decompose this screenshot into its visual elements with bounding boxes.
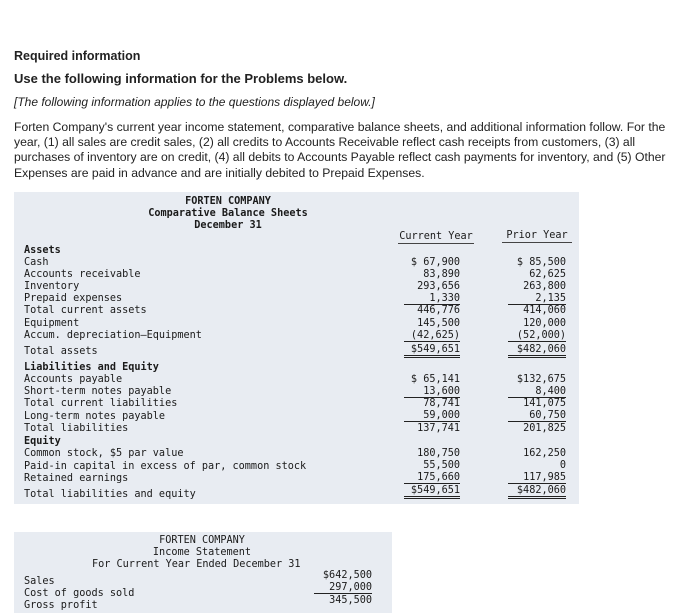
is-title: Income Statement bbox=[152, 547, 252, 558]
prior-long-term-notes: 60,750 bbox=[508, 410, 566, 422]
row-label-accum-depreciation: Accum. depreciation—Equipment bbox=[24, 330, 202, 341]
row-label-total-liabilities-equity: Total liabilities and equity bbox=[24, 489, 196, 500]
prior-cash: $ 85,500 bbox=[516, 257, 566, 268]
prior-common-stock: 162,250 bbox=[523, 448, 566, 459]
row-label-common-stock: Common stock, $5 par value bbox=[24, 448, 184, 459]
is-label-gross-profit: Gross profit bbox=[24, 600, 98, 611]
row-label-prepaid-expenses: Prepaid expenses bbox=[24, 293, 123, 304]
is-amount-gross-profit: 345,500 bbox=[329, 595, 372, 606]
row-label-accounts-receivable: Accounts receivable bbox=[24, 269, 141, 280]
is-label-cost-of-goods-sold: Cost of goods sold bbox=[24, 588, 135, 599]
current-total-current-assets: 446,776 bbox=[417, 305, 460, 316]
prior-accounts-payable: $132,675 bbox=[516, 374, 566, 385]
is-amount-cost-of-goods-sold: 297,000 bbox=[314, 582, 372, 594]
info-note: [The following information applies to the questions displayed below.] bbox=[14, 95, 375, 109]
current-accum-depreciation: (42,625) bbox=[404, 330, 460, 342]
balance-sheet-panel bbox=[14, 192, 579, 504]
row-label-short-term-notes: Short-term notes payable bbox=[24, 386, 172, 397]
is-amount-sales: $642,500 bbox=[322, 570, 372, 581]
current-accounts-payable: $ 65,141 bbox=[410, 374, 460, 385]
current-total-liabilities-equity: $549,651 bbox=[404, 485, 460, 499]
is-label-sales: Sales bbox=[24, 576, 55, 587]
current-equipment: 145,500 bbox=[417, 318, 460, 329]
assets-heading: Assets bbox=[24, 245, 61, 256]
row-label-cash: Cash bbox=[24, 257, 49, 268]
intro-paragraph: Forten Company's current year income statement, comparative balance sheets, and additional information follow. For the year, (1) all sales are credit sales, (2) all credits to Accounts Receivable reflect cash receipts from customers, (3) all purchases of inventory are on credit, (4) all debits to Accounts Payable reflect cash payments for inventory, and (5) Other Expenses are paid in advance and are initially debited to Prepaid Expenses. bbox=[14, 120, 666, 180]
income-statement-panel bbox=[14, 532, 392, 613]
row-label-total-liabilities: Total liabilities bbox=[24, 423, 129, 434]
current-short-term-notes: 13,600 bbox=[404, 386, 460, 398]
prior-total-current-liabilities: 141,075 bbox=[523, 398, 566, 409]
row-label-paid-in-capital: Paid-in capital in excess of par, common stock bbox=[24, 461, 307, 472]
row-label-long-term-notes: Long-term notes payable bbox=[24, 411, 166, 422]
prior-paid-in-capital: 0 bbox=[559, 460, 566, 471]
bs-title: Comparative Balance Sheets bbox=[148, 208, 308, 219]
prior-total-current-assets: 414,060 bbox=[523, 305, 566, 316]
col-header-current-year: Current Year bbox=[399, 231, 473, 242]
current-prepaid-expenses: 1,330 bbox=[404, 293, 460, 305]
is-period: For Current Year Ended December 31 bbox=[92, 559, 301, 570]
col-header-prior-year: Prior Year bbox=[502, 230, 572, 243]
prior-accum-depreciation: (52,000) bbox=[508, 330, 566, 342]
row-label-equipment: Equipment bbox=[24, 318, 80, 329]
prior-inventory: 263,800 bbox=[523, 281, 566, 292]
prior-prepaid-expenses: 2,135 bbox=[508, 293, 566, 305]
current-paid-in-capital: 55,500 bbox=[423, 460, 460, 471]
use-following-heading: Use the following information for the Problems below. bbox=[14, 71, 348, 86]
current-inventory: 293,656 bbox=[417, 281, 460, 292]
row-label-total-current-assets: Total current assets bbox=[24, 305, 147, 316]
prior-accounts-receivable: 62,625 bbox=[529, 269, 566, 280]
is-company-name: FORTEN COMPANY bbox=[159, 535, 245, 546]
current-long-term-notes: 59,000 bbox=[404, 410, 460, 422]
required-information-title: Required information bbox=[14, 49, 141, 63]
row-label-total-current-liabilities: Total current liabilities bbox=[24, 398, 178, 409]
current-common-stock: 180,750 bbox=[417, 448, 460, 459]
row-label-accounts-payable: Accounts payable bbox=[24, 374, 123, 385]
row-label-retained-earnings: Retained earnings bbox=[24, 473, 129, 484]
prior-retained-earnings: 117,985 bbox=[508, 472, 566, 484]
current-total-liabilities: 137,741 bbox=[417, 423, 460, 434]
prior-total-liabilities: 201,825 bbox=[523, 423, 566, 434]
equity-heading: Equity bbox=[24, 436, 61, 447]
liabilities-equity-heading: Liabilities and Equity bbox=[24, 362, 159, 373]
current-total-current-liabilities: 78,741 bbox=[423, 398, 460, 409]
current-accounts-receivable: 83,890 bbox=[423, 269, 460, 280]
prior-short-term-notes: 8,400 bbox=[508, 386, 566, 398]
current-retained-earnings: 175,660 bbox=[404, 472, 460, 484]
bs-company-name: FORTEN COMPANY bbox=[185, 196, 271, 207]
current-total-assets: $549,651 bbox=[404, 344, 460, 358]
row-label-total-assets: Total assets bbox=[24, 346, 98, 357]
row-label-inventory: Inventory bbox=[24, 281, 80, 292]
prior-total-liabilities-equity: $482,060 bbox=[508, 485, 566, 499]
current-cash: $ 67,900 bbox=[410, 257, 460, 268]
prior-equipment: 120,000 bbox=[523, 318, 566, 329]
prior-total-assets: $482,060 bbox=[508, 344, 566, 358]
bs-date: December 31 bbox=[194, 220, 262, 231]
